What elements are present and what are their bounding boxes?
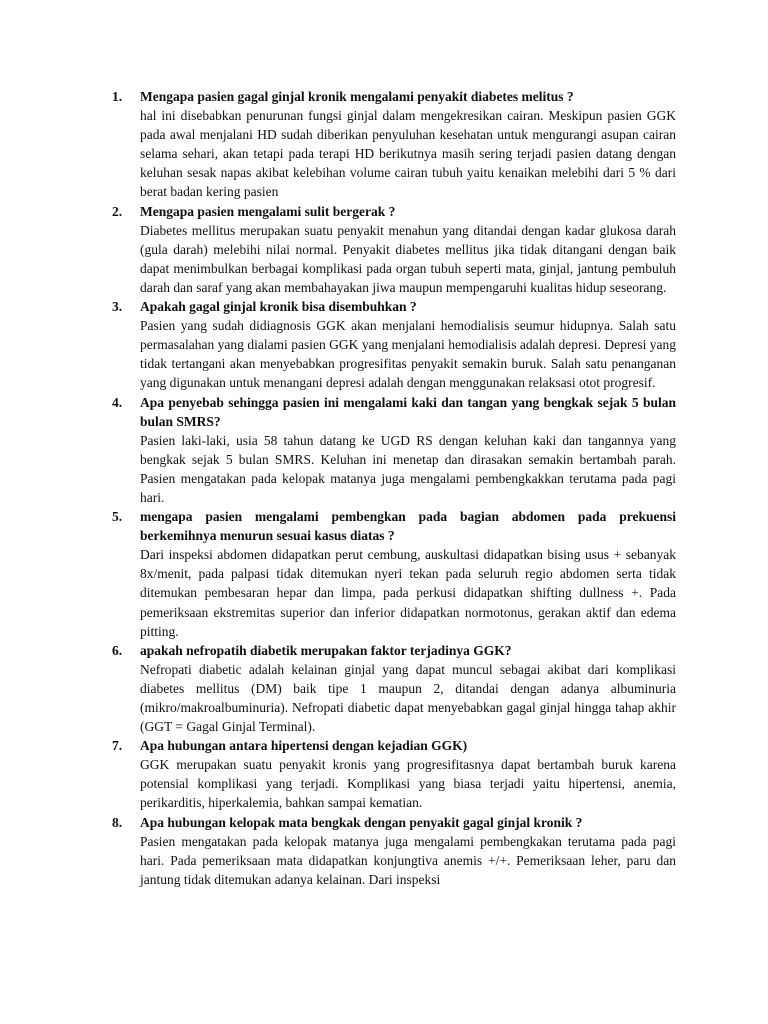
qa-item-3 [112, 297, 676, 392]
qa-number: 8. [112, 814, 123, 830]
qa-question: mengapa pasien mengalami pembengkan pada bagian abdomen pada prekuensi berkemihnya menurun sesuai kasus diatas ? [140, 509, 676, 544]
qa-item-1 [112, 87, 676, 202]
qa-question: Apakah gagal ginjal kronik bisa disembuhkan ? [140, 299, 417, 315]
qa-number: 4. [112, 394, 123, 410]
qa-number: 3. [112, 299, 123, 315]
qa-number: 7. [112, 738, 123, 754]
qa-number: 6. [112, 642, 123, 658]
qa-item-6 [112, 641, 676, 736]
qa-list [112, 87, 676, 889]
qa-answer: Pasien yang sudah didiagnosis GGK akan menjalani hemodialisis seumur hidupnya. Salah satu permasalahan yang dialami pasien GGK yang menjalani hemodialisis adalah depresi. Depresi yang tidak tertangani akan menyebabkan progresifitas penyakit semakin buruk. Salah satu penanganan yang digunakan untuk menangani depresi adalah dengan menggunakan relaksasi otot progresif. [140, 318, 676, 391]
qa-item-7 [112, 736, 676, 812]
qa-question: Apa penyebab sehingga pasien ini mengalami kaki dan tangan yang bengkak sejak 5 bulan bulan SMRS? [140, 394, 676, 429]
qa-answer: Dari inspeksi abdomen didapatkan perut cembung, auskultasi didapatkan bising usus + sebanyak 8x/menit, pada palpasi tidak ditemukan nyeri tekan pada seluruh regio abdomen serta tidak ditemukan pembesaran hepar dan limpa, pada perkusi didapatkan shifting dullness +. Pada pemeriksaan ekstremitas superior dan inferior didapatkan normotonus, gerakan aktif dan edema pitting. [140, 547, 676, 639]
qa-answer: Pasien laki-laki, usia 58 tahun datang ke UGD RS dengan keluhan kaki dan tangannya yang bengkak sejak 5 bulan SMRS. Keluhan ini menetap dan dirasakan semakin bertambah parah. Pasien mengatakan pada kelopak matanya juga mengalami pembengkakkan terutama pada pagi hari. [140, 432, 676, 505]
qa-item-5 [112, 507, 676, 641]
qa-answer: GGK merupakan suatu penyakit kronis yang progresifitasnya dapat bertambah buruk karena potensial komplikasi yang terjadi. Komplikasi yang biasa terjadi yaitu hipertensi, anemia, perikarditis, hiperkalemia, bahkan sampai kematian. [140, 757, 676, 811]
qa-question: apakah nefropatih diabetik merupakan faktor terjadinya GGK? [140, 642, 512, 658]
qa-answer: Pasien mengatakan pada kelopak matanya juga mengalami pembengkakan terutama pada pagi hari. Pada pemeriksaan mata didapatkan konjungtiva anemis +/+. Pemeriksaan leher, paru dan jantung tidak ditemukan adanya kelainan. Dari inspeksi [140, 833, 676, 887]
qa-item-4 [112, 393, 676, 508]
qa-number: 1. [112, 89, 123, 104]
qa-question: Apa hubungan antara hipertensi dengan kejadian GGK) [140, 738, 468, 754]
qa-question: Mengapa pasien mengalami sulit bergerak ? [140, 203, 396, 219]
qa-answer: Diabetes mellitus merupakan suatu penyakit menahun yang ditandai dengan kadar glukosa darah (gula darah) melebihi nilai normal. Penyakit diabetes mellitus jika tidak ditangani dengan baik dapat menimbulkan berbagai komplikasi pada organ tubuh seperti mata, ginjal, jantung pembuluh darah dan saraf yang akan membahayakan jiwa maupun mempengaruhi kualitas hidup seseorang. [140, 222, 676, 295]
qa-answer: hal ini disebabkan penurunan fungsi ginjal dalam mengekresikan cairan. Meskipun pasien GGK pada awal menjalani HD sudah diberikan penyuluhan kesehatan untuk mengurangi asupan cairan selama sehari, akan tetapi pada terapi HD berikutnya masih sering terjadi pasien datang dengan keluhan sesak napas akibat kelebihan volume cairan tubuh yaitu kenaikan melebihi dari 5 % dari berat badan kering pasien [140, 108, 676, 200]
qa-item-2 [112, 202, 676, 297]
qa-answer: Nefropati diabetic adalah kelainan ginjal yang dapat muncul sebagai akibat dari komplikasi diabetes mellitus (DM) baik tipe 1 maupun 2, ditandai dengan adanya albuminuria (mikro/makroalbuminuria). Nefropati diabetic dapat menyebabkan gagal ginjal hingga tahap akhir (GGT = Gagal Ginjal Terminal). [140, 661, 676, 735]
qa-question: Mengapa pasien gagal ginjal kronik mengalami penyakit diabetes melitus ? [140, 89, 574, 104]
qa-question: Apa hubungan kelopak mata bengkak dengan penyakit gagal ginjal kronik ? [140, 814, 583, 830]
qa-item-8 [112, 813, 676, 889]
qa-number: 5. [112, 509, 123, 525]
qa-number: 2. [112, 203, 123, 219]
